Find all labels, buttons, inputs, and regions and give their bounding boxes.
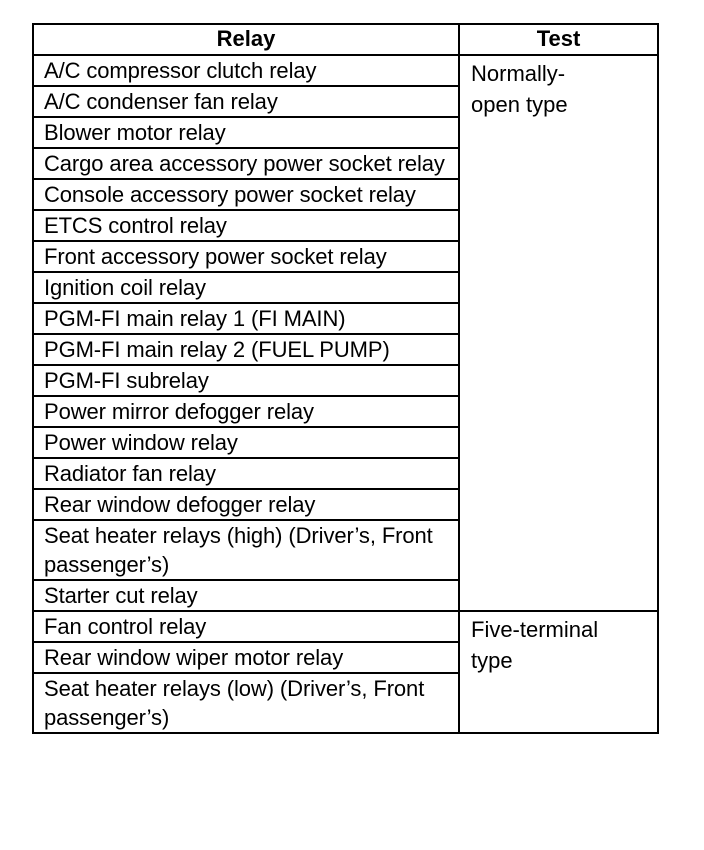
test-column-header: Test	[459, 24, 658, 55]
table-row	[33, 55, 658, 86]
relay-name-cell: Rear window wiper motor relay	[33, 642, 459, 673]
relay-column-header: Relay	[33, 24, 459, 55]
relay-name-cell: Seat heater relays (high) (Driver’s, Front passenger’s)	[33, 520, 459, 580]
relay-name-cell: Fan control relay	[33, 611, 459, 642]
relay-name-cell: ETCS control relay	[33, 210, 459, 241]
relay-name-cell: Power window relay	[33, 427, 459, 458]
relay-name-cell: Front accessory power socket relay	[33, 241, 459, 272]
relay-name-cell: Radiator fan relay	[33, 458, 459, 489]
relay-name-cell: Cargo area accessory power socket relay	[33, 148, 459, 179]
relay-name-cell: Starter cut relay	[33, 580, 459, 611]
relay-name-cell: Ignition coil relay	[33, 272, 459, 303]
relay-name-cell: Rear window defogger relay	[33, 489, 459, 520]
test-type-cell	[459, 611, 658, 733]
relay-name-cell: Seat heater relays (low) (Driver’s, Front passenger’s)	[33, 673, 459, 733]
relay-test-table	[32, 23, 659, 734]
relay-name-cell: A/C compressor clutch relay	[33, 55, 459, 86]
relay-name-cell: Console accessory power socket relay	[33, 179, 459, 210]
table-row	[33, 611, 658, 642]
relay-name-cell: A/C condenser fan relay	[33, 86, 459, 117]
relay-name-cell: PGM-FI subrelay	[33, 365, 459, 396]
relay-name-cell: Power mirror defogger relay	[33, 396, 459, 427]
test-type-label: Five-terminal type	[471, 617, 599, 673]
test-type-label: Normally-open type	[471, 61, 568, 117]
table-body	[33, 55, 658, 733]
header-row	[33, 24, 658, 55]
relay-name-cell: PGM-FI main relay 2 (FUEL PUMP)	[33, 334, 459, 365]
relay-name-cell: Blower motor relay	[33, 117, 459, 148]
test-type-cell	[459, 55, 658, 611]
relay-name-cell: PGM-FI main relay 1 (FI MAIN)	[33, 303, 459, 334]
